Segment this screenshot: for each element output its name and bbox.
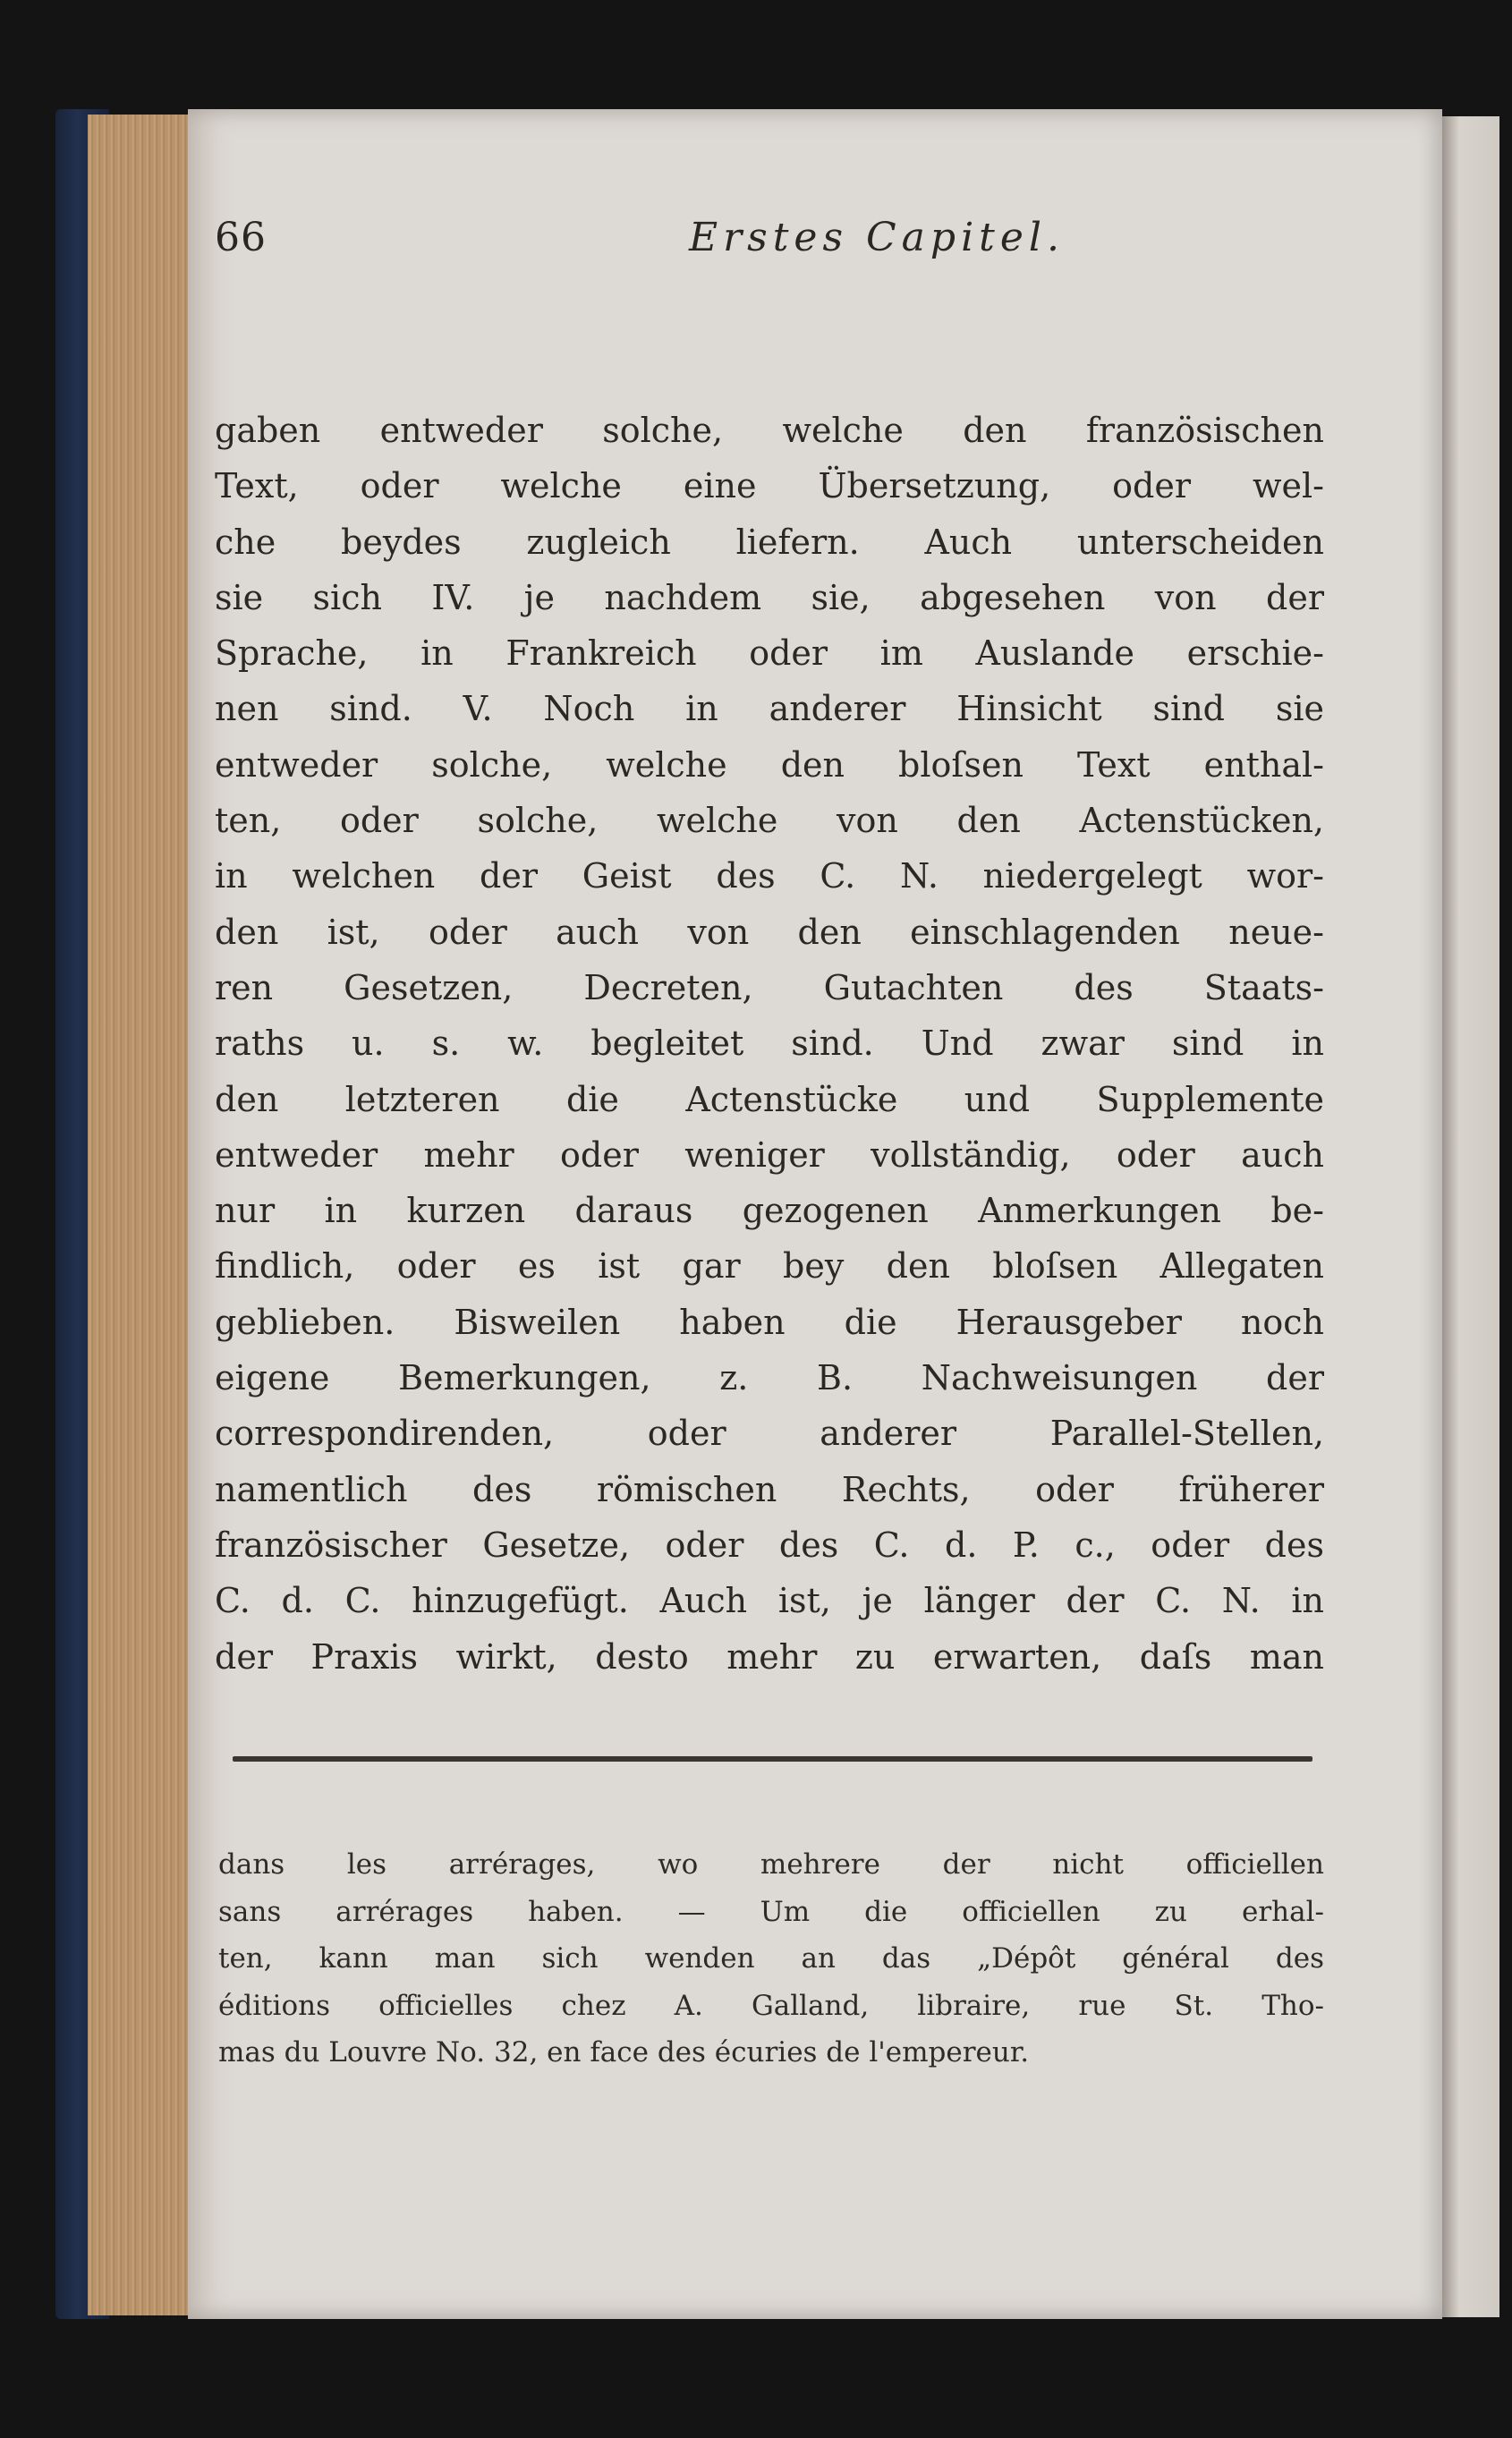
text-line: in welchen der Geist des C. N. niedergelegt wor- xyxy=(215,856,1324,896)
footnote-line: éditions officielles chez A. Galland, libraire, rue St. Tho- xyxy=(218,1989,1324,2022)
text-line: raths u. s. w. begleitet sind. Und zwar sind in xyxy=(215,1024,1324,1064)
footnote-line: dans les arrérages, wo mehrere der nicht officiellen xyxy=(218,1848,1324,1881)
body-text xyxy=(215,403,1324,1685)
text-line: den letzteren die Actenstücke und Supplemente xyxy=(215,1079,1324,1119)
text-line: sie sich IV. je nachdem sie, abgesehen von der xyxy=(215,577,1324,617)
text-line: ten, oder solche, welche von den Actenstücken, xyxy=(215,801,1324,841)
facing-page-edge xyxy=(1442,116,1499,2317)
text-line: Sprache, in Frankreich oder im Auslande erschie- xyxy=(215,633,1324,674)
footnote xyxy=(218,1841,1324,2077)
text-line: Text, oder welche eine Übersetzung, oder wel- xyxy=(215,466,1324,506)
text-line: entweder solche, welche den bloſsen Text enthal- xyxy=(215,744,1324,785)
text-line: ren Gesetzen, Decreten, Gutachten des Staats- xyxy=(215,967,1324,1007)
text-line: der Praxis wirkt, desto mehr zu erwarten, daſs man xyxy=(215,1636,1324,1677)
footnote-rule xyxy=(233,1756,1312,1762)
text-line: C. d. C. hinzugefügt. Auch ist, je länger der C. N. in xyxy=(215,1581,1324,1621)
text-line: eigene Bemerkungen, z. B. Nachweisungen der xyxy=(215,1358,1324,1398)
text-line: französischer Gesetze, oder des C. d. P. c., oder des xyxy=(215,1525,1324,1565)
footnote-line: mas du Louvre No. 32, en face des écuries de l'empereur. xyxy=(218,2036,1030,2068)
text-line: che beydes zugleich liefern. Auch unterscheiden xyxy=(215,522,1324,562)
text-line: correspondirenden, oder anderer Parallel-Stellen, xyxy=(215,1414,1324,1454)
running-head: Erstes Capitel. xyxy=(689,215,1065,260)
page-edges xyxy=(88,115,204,2315)
text-line: den ist, oder auch von den einschlagenden neue- xyxy=(215,912,1324,952)
text-line: nen sind. V. Noch in anderer Hinsicht sind sie xyxy=(215,689,1324,729)
text-line: entweder mehr oder weniger vollständig, oder auch xyxy=(215,1134,1324,1175)
text-line: geblieben. Bisweilen haben die Herausgeber noch xyxy=(215,1302,1324,1342)
page-header xyxy=(215,215,1199,295)
text-line: namentlich des römischen Rechts, oder früherer xyxy=(215,1469,1324,1509)
text-line: gaben entweder solche, welche den französischen xyxy=(215,411,1324,450)
footnote-line: ten, kann man sich wenden an das „Dépôt général des xyxy=(218,1942,1324,1975)
page-number: 66 xyxy=(215,215,267,260)
text-line: findlich, oder es ist gar bey den bloſsen Allegaten xyxy=(215,1246,1324,1287)
text-line: nur in kurzen daraus gezogenen Anmerkungen be- xyxy=(215,1191,1324,1231)
footnote-line: sans arrérages haben. — Um die officiellen zu erhal- xyxy=(218,1895,1324,1928)
